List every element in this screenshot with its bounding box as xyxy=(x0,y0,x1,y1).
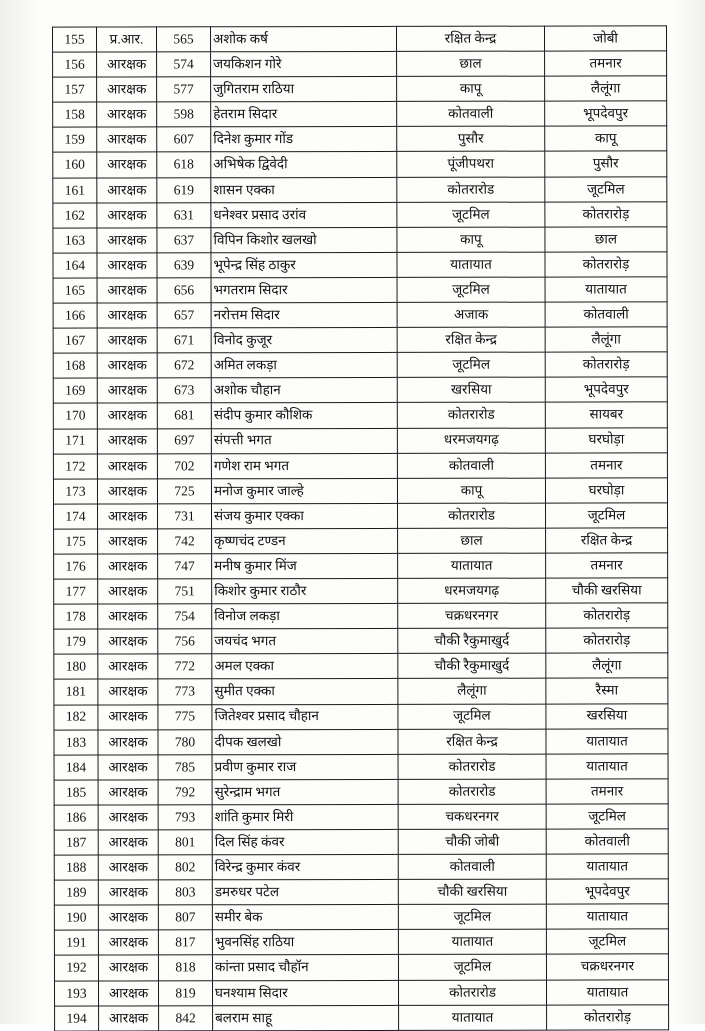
cell-serial-number: 168 xyxy=(53,353,97,378)
page-right-shadow xyxy=(671,0,705,1024)
cell-name: अमल एक्का xyxy=(212,654,398,679)
cell-current-posting: कोतवाली xyxy=(398,854,546,879)
cell-current-posting: यातायात xyxy=(398,553,546,578)
table-row xyxy=(54,603,668,629)
cell-rank: आरक्षक xyxy=(97,203,157,228)
cell-current-posting: यातायात xyxy=(397,252,545,277)
table-row xyxy=(53,402,667,428)
cell-rank: आरक्षक xyxy=(97,228,157,253)
cell-force-number: 842 xyxy=(159,1005,213,1030)
cell-serial-number: 158 xyxy=(53,102,97,127)
cell-new-posting: कोतरारोड़ xyxy=(545,352,667,377)
cell-current-posting: रक्षित केन्द्र xyxy=(398,729,546,754)
cell-rank: आरक्षक xyxy=(98,780,158,805)
cell-new-posting: घरघोड़ा xyxy=(545,427,667,452)
cell-current-posting: छाल xyxy=(398,528,546,553)
cell-new-posting: यातायात xyxy=(546,904,668,929)
cell-rank: आरक्षक xyxy=(98,980,158,1005)
cell-name: कृष्णचंद टण्डन xyxy=(212,528,398,553)
cell-serial-number: 161 xyxy=(53,178,97,203)
cell-current-posting: चक्रधरनगर xyxy=(398,603,546,628)
table-row xyxy=(53,302,667,328)
cell-current-posting: कोतरारोड xyxy=(397,503,545,528)
cell-name: संपत्ती भगत xyxy=(211,428,397,453)
table-row xyxy=(53,126,667,152)
cell-serial-number: 177 xyxy=(54,579,98,604)
table-row xyxy=(53,151,667,177)
table-row xyxy=(54,503,668,529)
cell-serial-number: 180 xyxy=(54,654,98,679)
table-row xyxy=(54,578,668,604)
cell-current-posting: रक्षित केन्द्र xyxy=(397,26,545,51)
cell-name: समीर बेक xyxy=(212,905,398,930)
table-row xyxy=(54,954,668,980)
cell-force-number: 639 xyxy=(157,253,211,278)
cell-force-number: 637 xyxy=(157,228,211,253)
cell-serial-number: 194 xyxy=(55,1006,99,1031)
cell-serial-number: 184 xyxy=(54,755,98,780)
cell-name: गणेश राम भगत xyxy=(211,453,397,478)
cell-current-posting: अजाक xyxy=(397,302,545,327)
cell-serial-number: 176 xyxy=(54,554,98,579)
cell-force-number: 574 xyxy=(157,52,211,77)
cell-current-posting: यातायात xyxy=(399,1005,547,1030)
cell-force-number: 807 xyxy=(158,905,212,930)
cell-rank: आरक्षक xyxy=(97,479,157,504)
cell-current-posting: धरमजयगढ़ xyxy=(398,578,546,603)
transfer-list-table xyxy=(52,25,669,1031)
cell-new-posting: यातायात xyxy=(546,854,668,879)
cell-current-posting: जूटमिल xyxy=(397,352,545,377)
cell-force-number: 681 xyxy=(157,403,211,428)
cell-name: भूपेन्द्र सिंह ठाकुर xyxy=(211,252,397,277)
table-row xyxy=(54,528,668,554)
cell-name: शासन एक्का xyxy=(211,177,397,202)
cell-name: भगतराम सिदार xyxy=(211,277,397,302)
cell-force-number: 801 xyxy=(158,830,212,855)
cell-new-posting: लैलूंगा xyxy=(545,327,667,352)
cell-name: भुवनसिंह राठिया xyxy=(212,930,398,955)
table-row xyxy=(54,929,668,955)
table-row xyxy=(53,452,667,478)
cell-rank: प्र.आर. xyxy=(97,27,157,52)
cell-rank: आरक्षक xyxy=(97,253,157,278)
cell-serial-number: 165 xyxy=(53,278,97,303)
table-row xyxy=(53,478,667,504)
cell-new-posting: लैलूंगा xyxy=(545,76,667,101)
cell-new-posting: भूपदेवपुर xyxy=(545,377,667,402)
cell-force-number: 785 xyxy=(158,755,212,780)
cell-force-number: 618 xyxy=(157,152,211,177)
cell-current-posting: जूटमिल xyxy=(398,955,546,980)
cell-serial-number: 157 xyxy=(53,77,97,102)
cell-name: जुगितराम राठिया xyxy=(211,77,397,102)
cell-serial-number: 188 xyxy=(54,855,98,880)
cell-rank: आरक्षक xyxy=(97,102,157,127)
cell-serial-number: 193 xyxy=(54,981,98,1006)
cell-rank: आरक्षक xyxy=(98,755,158,780)
table-row xyxy=(54,829,668,855)
table-row xyxy=(53,26,667,52)
cell-name: दिल सिंह कंवर xyxy=(212,829,398,854)
cell-name: विपिन किशोर खलखो xyxy=(211,227,397,252)
cell-current-posting: कोतरारोड xyxy=(397,403,545,428)
cell-force-number: 775 xyxy=(158,704,212,729)
table-row xyxy=(54,879,668,905)
cell-name: अशोक चौहान xyxy=(211,378,397,403)
cell-serial-number: 166 xyxy=(53,303,97,328)
table-row xyxy=(53,277,667,303)
cell-rank: आरक्षक xyxy=(97,328,157,353)
cell-serial-number: 169 xyxy=(53,378,97,403)
cell-new-posting: यातायात xyxy=(545,277,667,302)
cell-new-posting: छाल xyxy=(545,227,667,252)
cell-name: जयचंद भगत xyxy=(212,629,398,654)
cell-current-posting: चौकी जोबी xyxy=(398,829,546,854)
cell-name: विरेन्द्र कुमार कंवर xyxy=(212,855,398,880)
cell-name: प्रवीण कुमार राज xyxy=(212,754,398,779)
cell-serial-number: 171 xyxy=(53,429,97,454)
table-row xyxy=(54,904,668,930)
cell-name: शांति कुमार मिरी xyxy=(212,804,398,829)
cell-new-posting: खरसिया xyxy=(546,703,668,728)
table-row xyxy=(53,202,667,228)
cell-force-number: 697 xyxy=(157,428,211,453)
cell-rank: आरक्षक xyxy=(98,955,158,980)
cell-new-posting: चौकी खरसिया xyxy=(546,578,668,603)
cell-current-posting: जूटमिल xyxy=(398,704,546,729)
cell-current-posting: कोतरारोड xyxy=(398,980,546,1005)
cell-name: मनोज कुमार जाल्हे xyxy=(211,478,397,503)
cell-name: संजय कुमार एक्का xyxy=(211,503,397,528)
cell-new-posting: कापू xyxy=(545,126,667,151)
cell-force-number: 702 xyxy=(157,453,211,478)
cell-force-number: 773 xyxy=(158,679,212,704)
cell-serial-number: 164 xyxy=(53,253,97,278)
table-row xyxy=(54,553,668,579)
cell-current-posting: जूटमिल xyxy=(397,277,545,302)
cell-rank: आरक्षक xyxy=(98,830,158,855)
cell-serial-number: 172 xyxy=(53,454,97,479)
cell-name: कांन्ता प्रसाद चौहॉन xyxy=(212,955,398,980)
cell-force-number: 731 xyxy=(158,504,212,529)
cell-new-posting: सायबर xyxy=(545,402,667,427)
cell-rank: आरक्षक xyxy=(98,504,158,529)
table-row xyxy=(53,76,667,102)
table-row xyxy=(53,327,667,353)
cell-rank: आरक्षक xyxy=(98,629,158,654)
cell-force-number: 819 xyxy=(158,980,212,1005)
cell-force-number: 672 xyxy=(157,353,211,378)
cell-force-number: 793 xyxy=(158,805,212,830)
cell-current-posting: धरमजयगढ़ xyxy=(397,428,545,453)
cell-serial-number: 159 xyxy=(53,127,97,152)
cell-new-posting: चक्रधरनगर xyxy=(546,954,668,979)
cell-name: धनेश्वर प्रसाद उरांव xyxy=(211,202,397,227)
table-row xyxy=(53,427,667,453)
cell-force-number: 780 xyxy=(158,729,212,754)
cell-serial-number: 163 xyxy=(53,228,97,253)
table-row xyxy=(54,728,668,754)
cell-new-posting: कोतरारोड़ xyxy=(545,252,667,277)
cell-current-posting: कोतरारोड xyxy=(398,754,546,779)
cell-force-number: 756 xyxy=(158,629,212,654)
table-row xyxy=(54,754,668,780)
cell-force-number: 673 xyxy=(157,378,211,403)
cell-new-posting: जूटमिल xyxy=(545,503,667,528)
cell-name: बलराम साहू xyxy=(213,1005,399,1030)
cell-current-posting: कोतरारोड xyxy=(398,779,546,804)
cell-name: किशोर कुमार राठौर xyxy=(212,578,398,603)
table-row xyxy=(54,779,668,805)
table-row xyxy=(54,804,668,830)
cell-force-number: 802 xyxy=(158,855,212,880)
cell-name: जितेश्वर प्रसाद चौहान xyxy=(212,704,398,729)
cell-rank: आरक्षक xyxy=(98,529,158,554)
cell-serial-number: 167 xyxy=(53,328,97,353)
cell-force-number: 817 xyxy=(158,930,212,955)
cell-new-posting: कोतरारोड़ xyxy=(547,1005,669,1030)
cell-rank: आरक्षक xyxy=(98,679,158,704)
cell-serial-number: 183 xyxy=(54,730,98,755)
cell-force-number: 818 xyxy=(158,955,212,980)
cell-new-posting: जूटमिल xyxy=(546,804,668,829)
cell-name: विनोज लकड़ा xyxy=(212,604,398,629)
cell-serial-number: 162 xyxy=(53,203,97,228)
cell-force-number: 792 xyxy=(158,780,212,805)
cell-force-number: 631 xyxy=(157,202,211,227)
cell-name: मनीष कुमार मिंज xyxy=(212,553,398,578)
cell-serial-number: 186 xyxy=(54,805,98,830)
table-row xyxy=(54,979,668,1005)
cell-rank: आरक्षक xyxy=(98,654,158,679)
cell-rank: आरक्षक xyxy=(97,454,157,479)
cell-rank: आरक्षक xyxy=(98,554,158,579)
table-row xyxy=(53,352,667,378)
cell-name: जयकिशन गोरे xyxy=(211,52,397,77)
cell-new-posting: यातायात xyxy=(546,754,668,779)
cell-force-number: 657 xyxy=(157,303,211,328)
cell-name: दीपक खलखो xyxy=(212,729,398,754)
cell-serial-number: 181 xyxy=(54,679,98,704)
table-row xyxy=(53,176,667,202)
cell-serial-number: 156 xyxy=(53,52,97,77)
cell-rank: आरक्षक xyxy=(97,52,157,77)
cell-rank: आरक्षक xyxy=(97,353,157,378)
cell-new-posting: पुसौर xyxy=(545,151,667,176)
cell-name: नरोत्तम सिदार xyxy=(211,302,397,327)
cell-name: अशोक कर्ष xyxy=(211,26,397,51)
cell-current-posting: रक्षित केन्द्र xyxy=(397,327,545,352)
cell-new-posting: तमनार xyxy=(545,452,667,477)
cell-serial-number: 173 xyxy=(53,479,97,504)
cell-force-number: 747 xyxy=(158,554,212,579)
cell-serial-number: 191 xyxy=(54,930,98,955)
cell-new-posting: कोतवाली xyxy=(545,302,667,327)
cell-new-posting: तमनार xyxy=(546,553,668,578)
cell-new-posting: रक्षित केन्द्र xyxy=(546,528,668,553)
cell-rank: आरक्षक xyxy=(97,152,157,177)
cell-serial-number: 160 xyxy=(53,153,97,178)
cell-force-number: 619 xyxy=(157,177,211,202)
cell-name: संदीप कुमार कौशिक xyxy=(211,403,397,428)
table-row xyxy=(53,377,667,403)
cell-new-posting: लैलूंगा xyxy=(546,653,668,678)
cell-force-number: 742 xyxy=(158,529,212,554)
cell-name: सुरेन्द्राम भगत xyxy=(212,779,398,804)
table-row xyxy=(54,703,668,729)
cell-current-posting: यातायात xyxy=(398,929,546,954)
cell-serial-number: 155 xyxy=(53,27,97,52)
cell-new-posting: घरघोड़ा xyxy=(545,478,667,503)
cell-force-number: 725 xyxy=(157,478,211,503)
cell-rank: आरक्षक xyxy=(98,704,158,729)
cell-new-posting: कोतवाली xyxy=(546,829,668,854)
cell-new-posting: जूटमिल xyxy=(545,176,667,201)
cell-rank: आरक्षक xyxy=(97,77,157,102)
page-left-shadow xyxy=(0,0,40,1024)
table-row xyxy=(54,854,668,880)
cell-name: डमरुधर पटेल xyxy=(212,880,398,905)
cell-new-posting: यातायात xyxy=(546,728,668,753)
cell-rank: आरक्षक xyxy=(99,1006,159,1031)
cell-serial-number: 187 xyxy=(54,830,98,855)
cell-rank: आरक्षक xyxy=(98,805,158,830)
cell-name: अमित लकड़ा xyxy=(211,353,397,378)
cell-serial-number: 178 xyxy=(54,604,98,629)
cell-current-posting: जूटमिल xyxy=(397,202,545,227)
cell-current-posting: जूटमिल xyxy=(398,904,546,929)
cell-current-posting: पूंजीपथरा xyxy=(397,152,545,177)
cell-current-posting: कापू xyxy=(397,227,545,252)
cell-force-number: 577 xyxy=(157,77,211,102)
cell-serial-number: 179 xyxy=(54,629,98,654)
cell-serial-number: 175 xyxy=(54,529,98,554)
table-row xyxy=(54,653,668,679)
cell-new-posting: तमनार xyxy=(545,51,667,76)
cell-rank: आरक्षक xyxy=(98,905,158,930)
cell-current-posting: पुसौर xyxy=(397,126,545,151)
cell-current-posting: चौकी रैकुमाखुर्द xyxy=(398,628,546,653)
cell-name: अभिषेक द्विवेदी xyxy=(211,152,397,177)
cell-serial-number: 182 xyxy=(54,705,98,730)
cell-new-posting: रैस्मा xyxy=(546,678,668,703)
table-row xyxy=(54,628,668,654)
cell-new-posting: कोतरारोड़ xyxy=(546,603,668,628)
cell-rank: आरक्षक xyxy=(97,278,157,303)
cell-force-number: 803 xyxy=(158,880,212,905)
cell-current-posting: लैलूंगा xyxy=(398,679,546,704)
cell-force-number: 671 xyxy=(157,328,211,353)
cell-current-posting: कापू xyxy=(397,478,545,503)
cell-force-number: 754 xyxy=(158,604,212,629)
cell-current-posting: कोतवाली xyxy=(397,101,545,126)
cell-current-posting: कापू xyxy=(397,76,545,101)
cell-name: सुमीत एक्का xyxy=(212,679,398,704)
table-row xyxy=(53,227,667,253)
cell-name: घनश्याम सिदार xyxy=(212,980,398,1005)
cell-force-number: 751 xyxy=(158,579,212,604)
cell-serial-number: 189 xyxy=(54,880,98,905)
cell-rank: आरक्षक xyxy=(97,428,157,453)
cell-force-number: 598 xyxy=(157,102,211,127)
cell-rank: आरक्षक xyxy=(98,855,158,880)
cell-serial-number: 192 xyxy=(54,956,98,981)
cell-rank: आरक्षक xyxy=(97,127,157,152)
cell-new-posting: कोतरारोड़ xyxy=(545,202,667,227)
cell-current-posting: चौकी रैकुमाखुर्द xyxy=(398,653,546,678)
cell-serial-number: 190 xyxy=(54,905,98,930)
cell-current-posting: चौकी खरसिया xyxy=(398,879,546,904)
cell-rank: आरक्षक xyxy=(98,730,158,755)
cell-serial-number: 170 xyxy=(53,403,97,428)
cell-force-number: 607 xyxy=(157,127,211,152)
cell-force-number: 656 xyxy=(157,278,211,303)
cell-rank: आरक्षक xyxy=(98,604,158,629)
cell-new-posting: जोबी xyxy=(545,26,667,51)
cell-new-posting: भूपदेवपुर xyxy=(546,879,668,904)
cell-name: दिनेश कुमार गोंड xyxy=(211,127,397,152)
cell-rank: आरक्षक xyxy=(97,403,157,428)
cell-serial-number: 185 xyxy=(54,780,98,805)
cell-rank: आरक्षक xyxy=(97,378,157,403)
cell-name: हेतराम सिदार xyxy=(211,102,397,127)
cell-rank: आरक्षक xyxy=(98,579,158,604)
cell-new-posting: भूपदेवपुर xyxy=(545,101,667,126)
table-body xyxy=(53,26,669,1031)
table-row xyxy=(53,252,667,278)
roster-sheet xyxy=(52,25,668,1031)
cell-force-number: 565 xyxy=(157,27,211,52)
cell-rank: आरक्षक xyxy=(97,177,157,202)
cell-current-posting: छाल xyxy=(397,51,545,76)
cell-current-posting: कोतवाली xyxy=(397,453,545,478)
table-row xyxy=(53,101,667,127)
cell-rank: आरक्षक xyxy=(98,930,158,955)
cell-rank: आरक्षक xyxy=(98,880,158,905)
table-row xyxy=(54,678,668,704)
cell-new-posting: तमनार xyxy=(546,779,668,804)
cell-rank: आरक्षक xyxy=(97,303,157,328)
table-row xyxy=(53,51,667,77)
cell-new-posting: कोतरारोड़ xyxy=(546,628,668,653)
cell-new-posting: जूटमिल xyxy=(546,929,668,954)
cell-name: विनोद कुजूर xyxy=(211,328,397,353)
cell-new-posting: यातायात xyxy=(546,979,668,1004)
cell-serial-number: 174 xyxy=(54,504,98,529)
cell-force-number: 772 xyxy=(158,654,212,679)
table-row xyxy=(55,1005,669,1031)
cell-current-posting: कोतरारोड xyxy=(397,177,545,202)
cell-current-posting: खरसिया xyxy=(397,377,545,402)
cell-current-posting: चकधरनगर xyxy=(398,804,546,829)
